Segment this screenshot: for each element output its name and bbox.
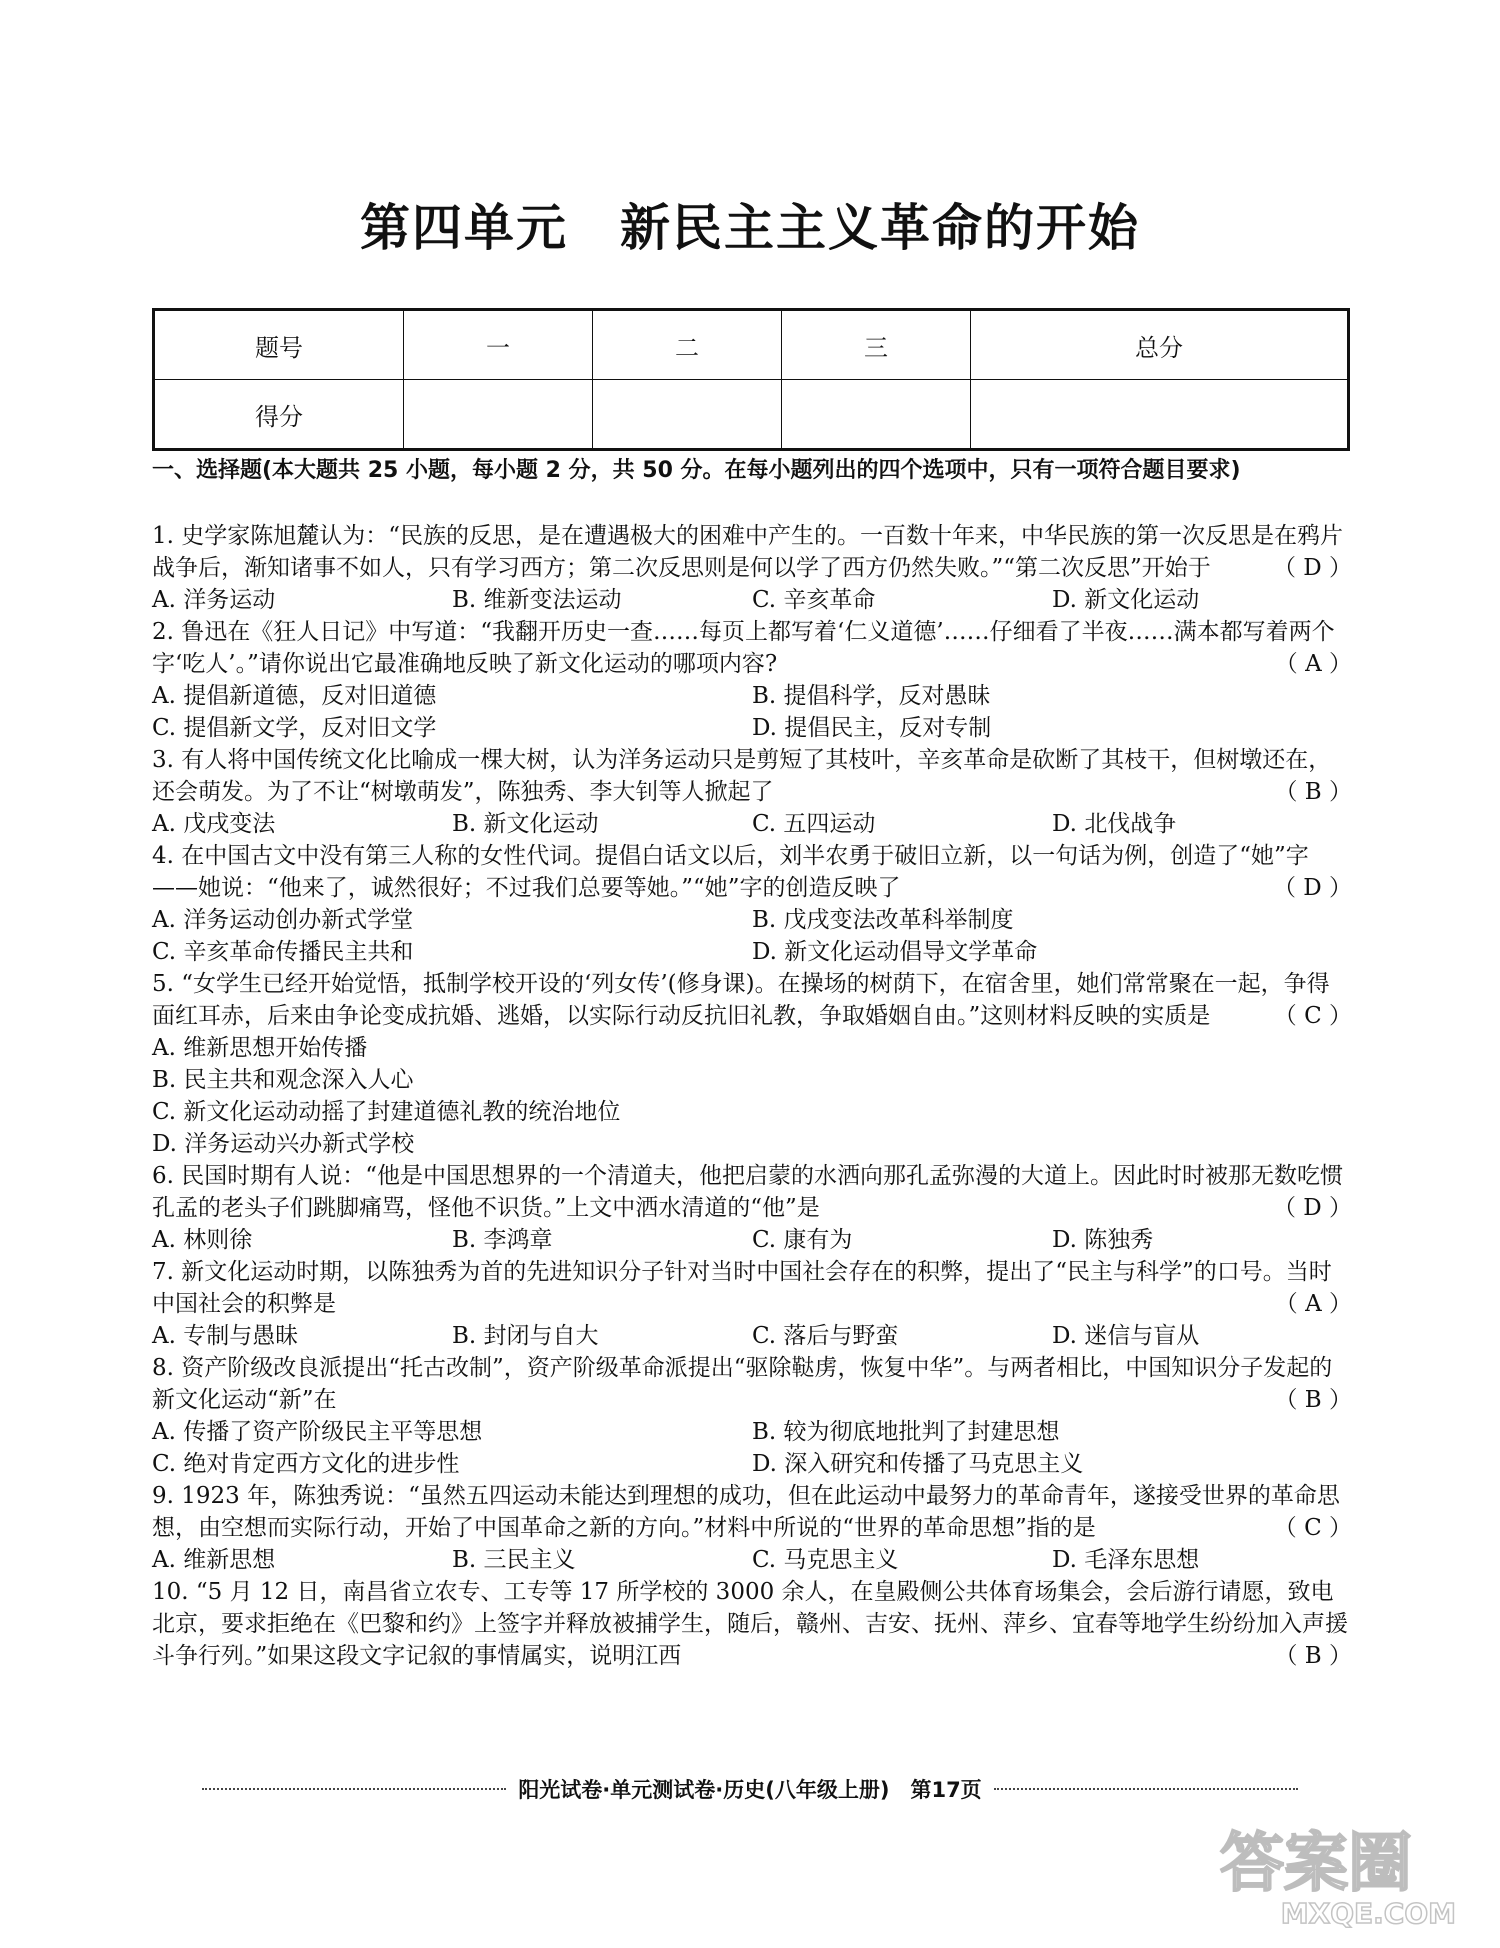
option-group <box>152 1224 1352 1256</box>
watermark-en: MXQE.COM <box>1280 1897 1456 1930</box>
option-item: C. 落后与野蛮 <box>752 1323 899 1349</box>
answer-mark: （ A ） <box>1274 651 1352 677</box>
question-stem-text: 7. 新文化运动时期，以陈独秀为首的先进知识分子针对当时中国社会存在的积弊，提出了“民主与科学”的口号。当时中国社会的积弊是 <box>152 1259 1332 1317</box>
option-group <box>152 808 1352 840</box>
option-item: C. 辛亥革命 <box>752 587 876 613</box>
page-title: 第四单元 新民主主义革命的开始 <box>360 199 1140 257</box>
answer-mark: （ C ） <box>1273 1515 1352 1541</box>
option-item: A. 维新思想开始传播 <box>152 1035 368 1061</box>
option-item: B. 封闭与自大 <box>452 1323 599 1349</box>
option-item: B. 民主共和观念深入人心 <box>152 1067 414 1093</box>
option-item: A. 林则徐 <box>152 1227 253 1253</box>
answer-mark: （ D ） <box>1272 875 1352 901</box>
question-stem-text: 1. 史学家陈旭麓认为：“民族的反思，是在遭遇极大的困难中产生的。一百数十年来，中华民族的第一次反思是在鸦片战争后，渐知诸事不如人，只有学习西方；第二次反思则是何以学了西方仍然失败。”“第二次反思”开始于 <box>152 523 1344 581</box>
watermark-cn: 答案圈 <box>1220 1827 1412 1901</box>
question-item <box>152 1256 1352 1352</box>
score-table-score-row <box>154 380 1349 450</box>
score-table-cell: 题号 <box>154 310 404 380</box>
question-stem <box>152 1352 1352 1416</box>
question-stem-text: 3. 有人将中国传统文化比喻成一棵大树，认为洋务运动只是剪短了其枝叶，辛亥革命是砍断了其枝干，但树墩还在，还会萌发。为了不让“树墩萌发”，陈独秀、李大钊等人掀起了 <box>152 747 1332 805</box>
footer-text: 阳光试卷·单元测试卷·历史(八年级上册) 第17页 <box>518 1778 982 1802</box>
question-stem <box>152 616 1352 680</box>
answer-mark: （ D ） <box>1272 555 1352 581</box>
section-heading: 一、选择题(本大题共 25 小题，每小题 2 分，共 50 分。在每小题列出的四个选项中，只有一项符合题目要求) <box>152 458 1241 483</box>
question-item <box>152 520 1352 616</box>
score-table-cell: 三 <box>782 310 971 380</box>
option-item: D. 新文化运动 <box>1052 587 1200 613</box>
option-item: D. 北伐战争 <box>1052 811 1177 837</box>
question-stem-text: 8. 资产阶级改良派提出“托古改制”，资产阶级革命派提出“驱除鞑虏，恢复中华”。与两者相比，中国知识分子发起的新文化运动“新”在 <box>152 1355 1333 1413</box>
option-group <box>152 1416 1352 1480</box>
answer-mark: （ B ） <box>1274 1387 1352 1413</box>
score-table-header-row <box>154 310 1349 380</box>
page-footer <box>190 1774 1310 1804</box>
option-item: D. 陈独秀 <box>1052 1227 1154 1253</box>
question-stem <box>152 1256 1352 1320</box>
option-item: A. 传播了资产阶级民主平等思想 <box>152 1419 483 1445</box>
answer-mark: （ D ） <box>1272 1195 1352 1221</box>
question-item <box>152 744 1352 840</box>
question-list <box>152 520 1352 1672</box>
footer-dotted-rule <box>202 1788 506 1790</box>
option-group <box>152 584 1352 616</box>
question-item <box>152 1160 1352 1256</box>
option-group <box>152 680 1352 744</box>
option-item: B. 三民主义 <box>452 1547 576 1573</box>
score-entry-cell <box>782 380 971 450</box>
score-table-cell: 二 <box>593 310 782 380</box>
question-stem <box>152 1480 1352 1544</box>
question-item <box>152 968 1352 1160</box>
question-item <box>152 616 1352 744</box>
question-stem <box>152 520 1352 584</box>
question-stem <box>152 968 1352 1032</box>
question-stem <box>152 1160 1352 1224</box>
option-item: C. 提倡新文学，反对旧文学 <box>152 715 437 741</box>
question-stem-text: 4. 在中国古文中没有第三人称的女性代词。提倡白话文以后，刘半农勇于破旧立新，以一句话为例，创造了“她”字——她说：“他来了，诚然很好；不过我们总要等她。”“她”字的创造反映了 <box>152 843 1309 901</box>
option-item: B. 戊戌变法改革科举制度 <box>752 907 1014 933</box>
question-stem <box>152 840 1352 904</box>
option-item: D. 毛泽东思想 <box>1052 1547 1200 1573</box>
question-stem-text: 10. “5 月 12 日，南昌省立农专、工专等 17 所学校的 3000 余人，在皇殿侧公共体育场集会，会后游行请愿，致电北京，要求拒绝在《巴黎和约》上签字并释放被捕学生，随后，赣州、吉安、抚州、萍乡、宜春等地学生纷纷加入声援斗争行列。”如果这段文字记叙的事情属实，说明江西 <box>152 1579 1348 1669</box>
question-stem-text: 5. “女学生已经开始觉悟，抵制学校开设的‘列女传’(修身课)。在操场的树荫下，在宿舍里，她们常常聚在一起，争得面红耳赤，后来由争论变成抗婚、逃婚，以实际行动反抗旧礼教，争取婚姻自由。”这则材料反映的实质是 <box>152 971 1330 1029</box>
footer-dotted-rule <box>994 1788 1298 1790</box>
option-item: B. 提倡科学，反对愚昧 <box>752 683 991 709</box>
question-item <box>152 1352 1352 1480</box>
option-item: D. 洋务运动兴办新式学校 <box>152 1131 415 1157</box>
answer-mark: （ A ） <box>1274 1291 1352 1317</box>
option-group <box>152 1320 1352 1352</box>
option-item: A. 戊戌变法 <box>152 811 276 837</box>
question-stem-text: 2. 鲁迅在《狂人日记》中写道：“我翻开历史一查……每页上都写着‘仁义道德’……仔细看了半夜……满本都写着两个字‘吃人’。”请你说出它最准确地反映了新文化运动的哪项内容? <box>152 619 1335 677</box>
score-table-cell: 一 <box>404 310 593 380</box>
option-item: D. 深入研究和传播了马克思主义 <box>752 1451 1084 1477</box>
option-item: C. 马克思主义 <box>752 1547 899 1573</box>
option-item: C. 新文化运动动摇了封建道德礼教的统治地位 <box>152 1099 621 1125</box>
option-item: A. 洋务运动创办新式学堂 <box>152 907 414 933</box>
option-item: C. 辛亥革命传播民主共和 <box>152 939 414 965</box>
question-stem <box>152 744 1352 808</box>
score-entry-cell <box>404 380 593 450</box>
option-item: B. 较为彻底地批判了封建思想 <box>752 1419 1060 1445</box>
option-item: B. 维新变法运动 <box>452 587 622 613</box>
option-item: C. 五四运动 <box>752 811 876 837</box>
question-stem <box>152 1576 1352 1672</box>
option-item: B. 李鸿章 <box>452 1227 553 1253</box>
answer-mark: （ B ） <box>1274 1643 1352 1669</box>
question-item <box>152 1576 1352 1672</box>
option-group <box>152 1544 1352 1576</box>
option-item: C. 绝对肯定西方文化的进步性 <box>152 1451 460 1477</box>
option-item: A. 洋务运动 <box>152 587 276 613</box>
option-item: A. 专制与愚昧 <box>152 1323 299 1349</box>
option-item: D. 迷信与盲从 <box>1052 1323 1200 1349</box>
score-table-row-label: 得分 <box>154 380 404 450</box>
question-item <box>152 840 1352 968</box>
answer-mark: （ C ） <box>1273 1003 1352 1029</box>
option-item: A. 维新思想 <box>152 1547 276 1573</box>
question-stem-text: 6. 民国时期有人说：“他是中国思想界的一个清道夫，他把启蒙的水洒向那孔孟弥漫的大道上。因此时时被那无数吃惯孔孟的老头子们跳脚痛骂，怪他不识货。”上文中洒水清道的“他”是 <box>152 1163 1344 1221</box>
option-item: D. 提倡民主，反对专制 <box>752 715 992 741</box>
option-item: B. 新文化运动 <box>452 811 599 837</box>
option-item: D. 新文化运动倡导文学革命 <box>752 939 1038 965</box>
question-item <box>152 1480 1352 1576</box>
watermark-logo <box>1156 1815 1476 1935</box>
question-stem-text: 9. 1923 年，陈独秀说：“虽然五四运动未能达到理想的成功，但在此运动中最努力的革命青年，遂接受世界的革命思想，由空想而实际行动，开始了中国革命之新的方向。”材料中所说的“世界的革命思想”指的是 <box>152 1483 1340 1541</box>
option-group <box>152 904 1352 968</box>
answer-mark: （ B ） <box>1274 779 1352 805</box>
score-entry-cell <box>593 380 782 450</box>
option-group <box>152 1032 1352 1160</box>
option-item: A. 提倡新道德，反对旧道德 <box>152 683 437 709</box>
option-item: C. 康有为 <box>752 1227 853 1253</box>
score-table-cell: 总分 <box>971 310 1349 380</box>
score-entry-cell <box>971 380 1349 450</box>
score-table <box>152 308 1350 451</box>
